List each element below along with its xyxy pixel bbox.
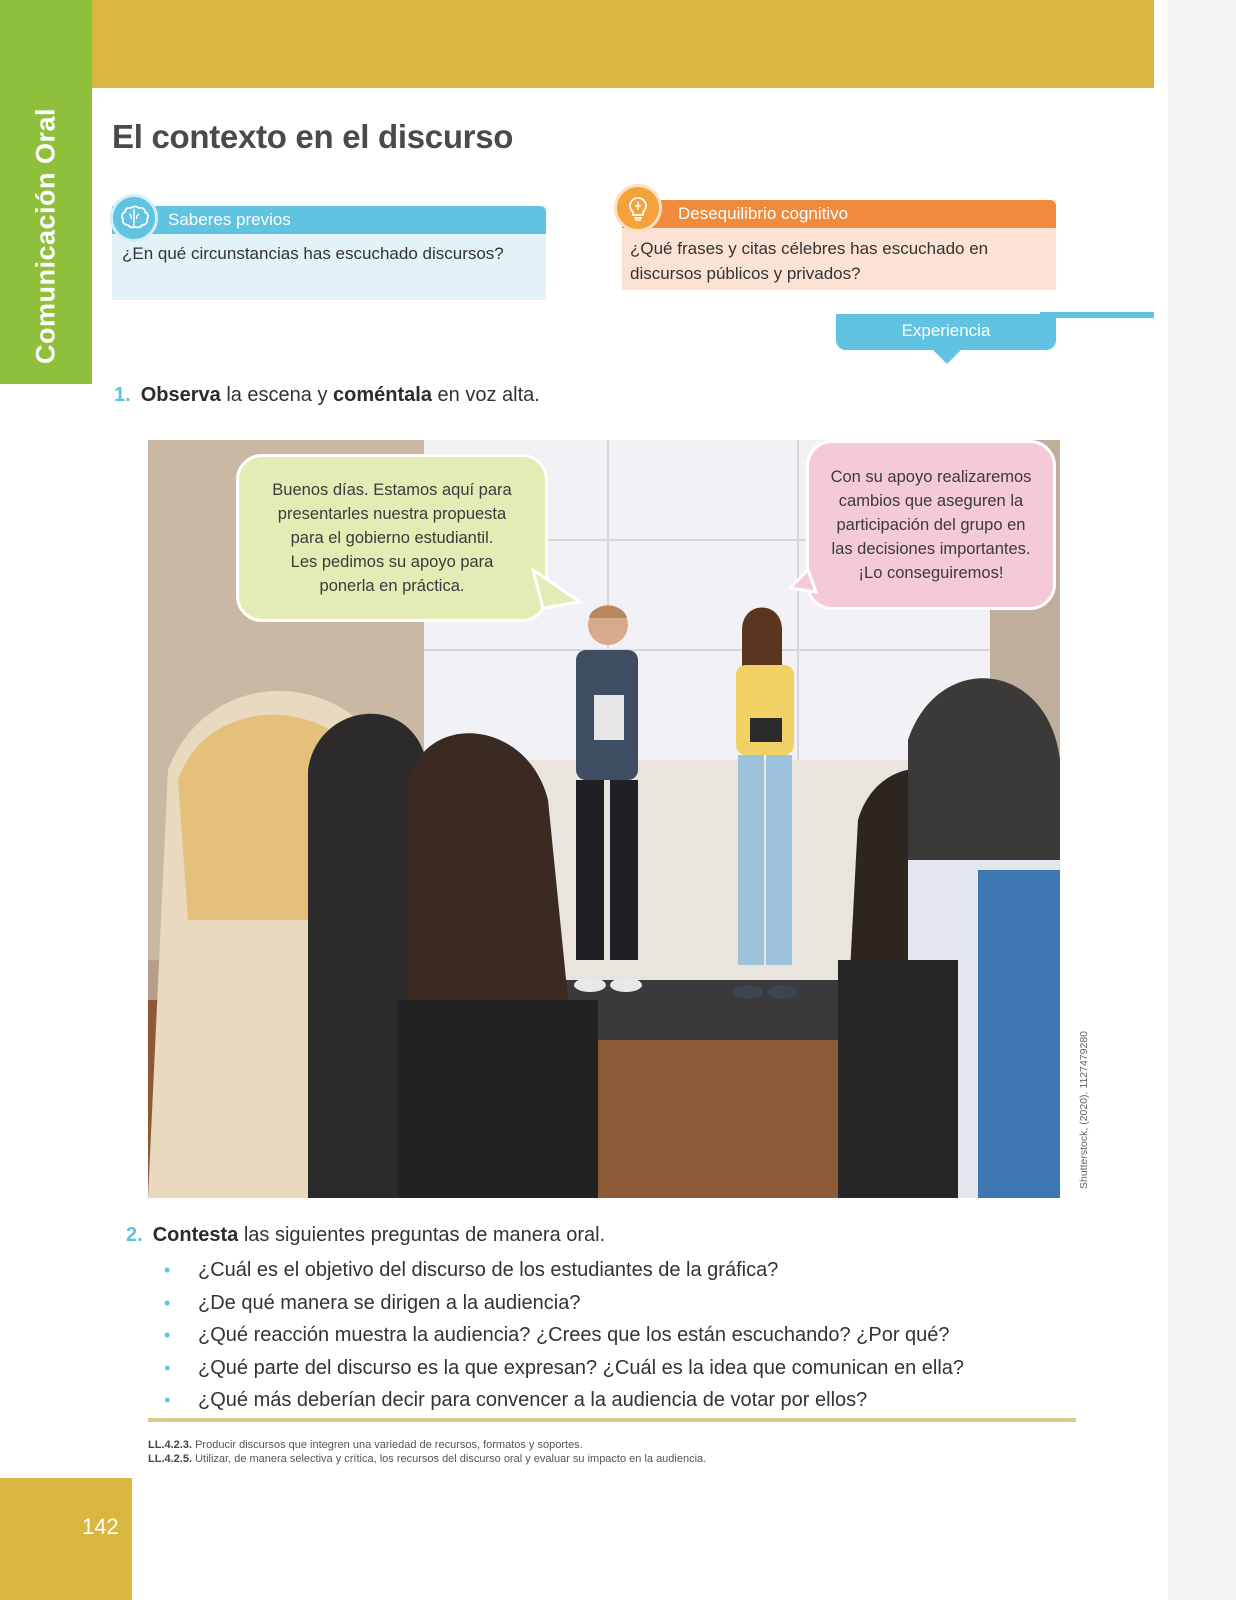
list-item — [160, 1319, 964, 1352]
section-tab — [0, 0, 92, 384]
saberes-previos-question: ¿En qué circunstancias has escuchado discursos? — [122, 244, 504, 263]
note-text: Producir discursos que integren una variedad de recursos, formatos y soportes. — [195, 1439, 583, 1451]
bubble-right-line: Con su apoyo realizaremos — [830, 468, 1032, 486]
bubble-right-line: cambios que aseguren la — [838, 492, 1024, 510]
question-text: ¿Qué reacción muestra la audiencia? ¿Crees que los están escuchando? ¿Por qué? — [198, 1324, 950, 1346]
activity-2-number: 2. — [126, 1224, 143, 1246]
curriculum-note — [148, 1452, 706, 1466]
bubble-right-line: ¡Lo conseguiremos! — [858, 564, 1004, 582]
activity-1-verb2: coméntala — [333, 384, 432, 406]
experiencia-tab: Experiencia — [836, 314, 1056, 350]
desequilibrio-header — [622, 200, 1056, 228]
page-number: 142 — [82, 1514, 119, 1539]
curriculum-notes — [148, 1438, 706, 1466]
bubble-left-line: para el gobierno estudiantil. — [290, 529, 494, 547]
activity-2 — [126, 1224, 605, 1247]
bullet-icon: • — [164, 1390, 171, 1410]
note-text: Utilizar, de manera selectiva y crítica, los recursos del discurso oral y evaluar su impacto en la audiencia. — [195, 1453, 707, 1465]
bullet-icon: • — [164, 1260, 171, 1280]
list-item — [160, 1384, 964, 1417]
note-code: LL.4.2.5. — [148, 1453, 193, 1465]
bubble-left-line: ponerla en práctica. — [319, 577, 465, 595]
question-list — [160, 1254, 964, 1417]
experiencia-pointer — [933, 350, 961, 364]
desequilibrio-question: ¿Qué frases y citas célebres has escuchado en discursos públicos y privados? — [630, 239, 989, 283]
desequilibrio-box — [622, 200, 1056, 290]
question-text: ¿Cuál es el objetivo del discurso de los estudiantes de la gráfica? — [198, 1259, 779, 1281]
bullet-icon: • — [164, 1292, 171, 1313]
saberes-previos-box — [112, 206, 546, 300]
activity-1-verb: Observa — [140, 384, 221, 406]
lightbulb-icon — [614, 184, 662, 232]
footer-divider — [148, 1418, 1076, 1422]
bubble-right-line: participación del grupo en — [836, 516, 1026, 534]
brain-icon-graphic — [119, 203, 149, 233]
curriculum-note — [148, 1438, 706, 1452]
activity-1-text-a: la escena y — [226, 384, 328, 406]
question-text: ¿Qué más deberían decir para convencer a la audiencia de votar por ellos? — [198, 1389, 868, 1411]
note-code: LL.4.2.3. — [148, 1439, 193, 1451]
bubble-left-line: presentarles nuestra propuesta — [277, 505, 507, 523]
activity-2-verb: Contesta — [152, 1224, 239, 1246]
page-title: El contexto en el discurso — [112, 118, 514, 155]
speech-bubble-right — [806, 440, 1056, 610]
photo-credit: Shutterstock, (2020). 1127479280 — [1078, 1031, 1090, 1189]
saberes-previos-header — [112, 206, 546, 234]
list-item — [160, 1287, 964, 1320]
speech-bubble-left — [236, 454, 548, 622]
section-label: Comunicación Oral — [30, 107, 61, 365]
page-edge — [1168, 0, 1236, 1600]
activity-1 — [114, 384, 540, 407]
bubble-left-line: Les pedimos su apoyo para — [290, 553, 494, 571]
question-text: ¿De qué manera se dirigen a la audiencia? — [198, 1291, 581, 1314]
lightbulb-icon-graphic — [623, 193, 653, 223]
top-color-band — [92, 0, 1154, 88]
question-text: ¿Qué parte del discurso es la que expresan? ¿Cuál es la idea que comunican en ella? — [198, 1356, 965, 1379]
activity-1-number: 1. — [114, 384, 131, 406]
bullet-icon: • — [164, 1357, 171, 1378]
list-item — [160, 1254, 964, 1287]
activity-1-text-b: en voz alta. — [437, 384, 540, 406]
brain-icon — [110, 194, 158, 242]
bubble-right-line: las decisiones importantes. — [831, 540, 1031, 558]
saberes-previos-label: Saberes previos — [168, 210, 291, 229]
activity-2-text: las siguientes preguntas de manera oral. — [243, 1224, 606, 1246]
bullet-icon: • — [164, 1325, 171, 1345]
desequilibrio-label: Desequilibrio cognitivo — [678, 204, 849, 223]
bubble-left-line: Buenos días. Estamos aquí para — [272, 481, 512, 499]
experiencia-rule — [1040, 312, 1154, 318]
list-item — [160, 1352, 964, 1385]
